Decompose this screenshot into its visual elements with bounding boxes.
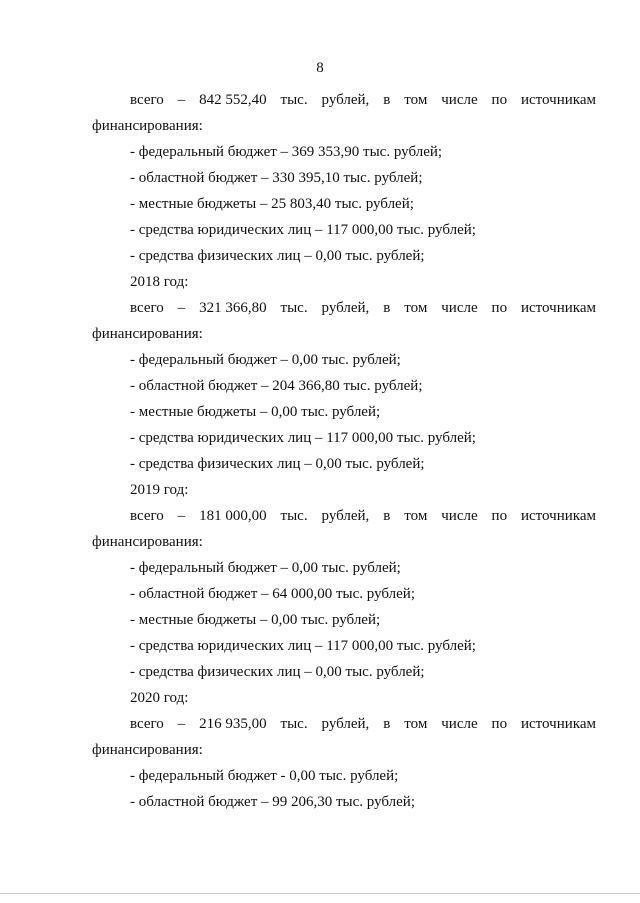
list-item: - федеральный бюджет - 0,00 тыс. рублей; [130,768,399,784]
word: по [491,92,508,108]
total-line [0,87,640,113]
list-item: - средства юридических лиц – 117 000,00 тыс. рублей; [130,430,476,446]
word: всего [130,508,164,524]
word: рублей, [321,92,370,108]
year-heading: 2018 год: [130,274,189,290]
list-item: - местные бюджеты – 0,00 тыс. рублей; [130,404,381,420]
word: в [383,508,391,524]
total-line [0,503,640,529]
list-item: - местные бюджеты – 0,00 тыс. рублей; [130,612,381,628]
list-item: - областной бюджет – 330 395,10 тыс. рублей; [130,170,423,186]
word: по [491,508,508,524]
word: тыс. [280,508,308,524]
word: – [177,716,186,732]
word: в [383,300,391,316]
total-line [0,711,640,737]
word: всего [130,300,164,316]
word: источникам [521,508,596,524]
word: числе [441,300,478,316]
financing-continuation: финансирования: [92,326,203,342]
word: в [383,716,391,732]
financing-continuation: финансирования: [92,742,203,758]
total-line-words [130,87,596,113]
year-heading: 2019 год: [130,482,189,498]
word: 842 552,40 [199,92,267,108]
total-line-words [130,711,596,737]
list-item: - средства физических лиц – 0,00 тыс. рублей; [130,248,425,264]
word: том [404,508,428,524]
word: числе [441,92,478,108]
total-line [0,295,640,321]
word: тыс. [280,300,308,316]
word: числе [441,716,478,732]
list-item: - областной бюджет – 204 366,80 тыс. рублей; [130,378,423,394]
word: источникам [521,92,596,108]
list-item: - областной бюджет – 64 000,00 тыс. рублей; [130,586,415,602]
word: по [491,300,508,316]
list-item: - средства юридических лиц – 117 000,00 тыс. рублей; [130,638,476,654]
word: 216 935,00 [199,716,267,732]
page-number: 8 [316,60,324,76]
word: том [404,300,428,316]
word: источникам [521,716,596,732]
word: всего [130,716,164,732]
document-body [0,87,640,815]
page-edge-rule [0,893,640,894]
word: 181 000,00 [199,508,267,524]
financing-continuation: финансирования: [92,118,203,134]
word: по [491,716,508,732]
word: – [177,300,186,316]
total-line-words [130,295,596,321]
word: тыс. [280,92,308,108]
year-heading: 2020 год: [130,690,189,706]
list-item: - средства физических лиц – 0,00 тыс. рублей; [130,664,425,680]
list-item: - средства физических лиц – 0,00 тыс. рублей; [130,456,425,472]
word: рублей, [321,508,370,524]
word: рублей, [321,300,370,316]
word: том [404,716,428,732]
word: – [177,508,186,524]
list-item: - областной бюджет – 99 206,30 тыс. рублей; [130,794,415,810]
list-item: - средства юридических лиц – 117 000,00 тыс. рублей; [130,222,476,238]
list-item: - местные бюджеты – 25 803,40 тыс. рублей; [130,196,414,212]
word: в [383,92,391,108]
financing-continuation: финансирования: [92,534,203,550]
word: рублей, [321,716,370,732]
word: источникам [521,300,596,316]
list-item: - федеральный бюджет – 369 353,90 тыс. рублей; [130,144,443,160]
total-line-words [130,503,596,529]
list-item: - федеральный бюджет – 0,00 тыс. рублей; [130,560,401,576]
word: том [404,92,428,108]
word: – [177,92,186,108]
word: всего [130,92,164,108]
word: тыс. [280,716,308,732]
list-item: - федеральный бюджет – 0,00 тыс. рублей; [130,352,401,368]
word: числе [441,508,478,524]
word: 321 366,80 [199,300,267,316]
